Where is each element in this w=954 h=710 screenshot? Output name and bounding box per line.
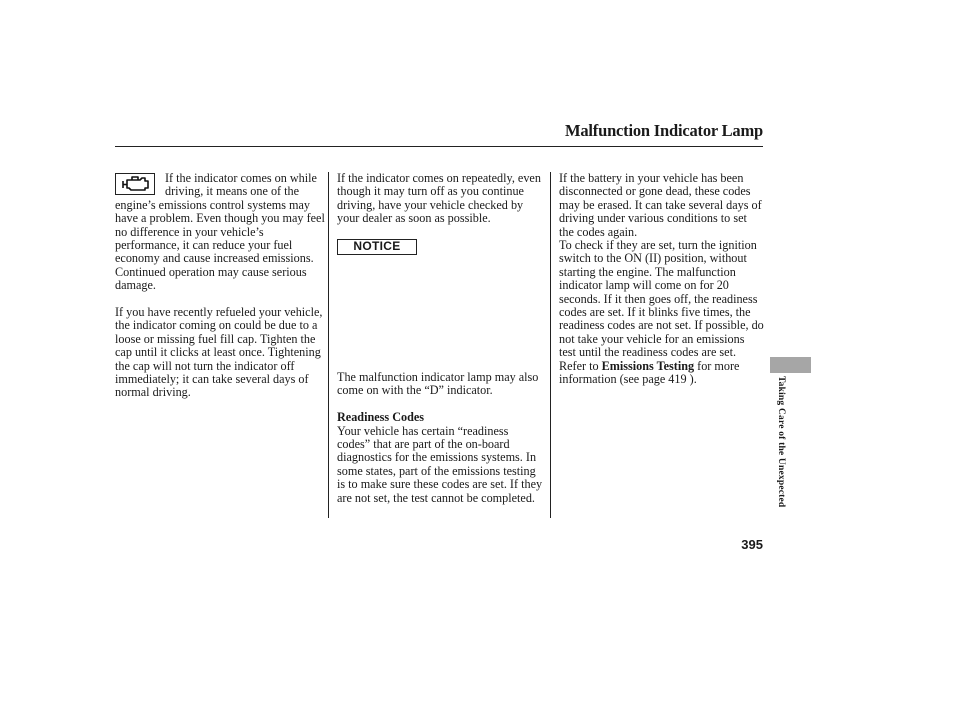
column-3 bbox=[559, 172, 764, 387]
column-1 bbox=[115, 172, 325, 400]
col2-paragraph-3: Your vehicle has certain “readiness codes” that are part of the on-board diagnostics for the emissions systems. In some states, part of the emissions testing is to make sure these codes are set. If they are not set, the test cannot be completed. bbox=[337, 423, 543, 505]
page-number: 395 bbox=[741, 537, 763, 552]
column-2-lower bbox=[337, 371, 543, 505]
readiness-codes-heading: Readiness Codes bbox=[337, 410, 425, 425]
column-divider-2 bbox=[550, 172, 551, 518]
notice-badge: NOTICE bbox=[337, 239, 417, 255]
column-2 bbox=[337, 172, 543, 255]
column-divider-1 bbox=[328, 172, 329, 518]
engine-check-icon bbox=[115, 173, 155, 195]
emissions-testing-link[interactable]: Emissions Testing bbox=[601, 358, 695, 373]
col1-paragraph-2: If you have recently refueled your vehicle, the indicator coming on could be due to a loose or missing fuel fill cap. Tighten the cap until it clicks at least once. Tightening the cap will not turn the indicator off immediately; it can take several days of normal driving. bbox=[115, 305, 323, 400]
col3-paragraph-1: If the battery in your vehicle has been disconnected or gone dead, these codes may be erased. It can take several days of driving under various conditions to set the codes again. bbox=[559, 171, 762, 239]
col3-paragraph-2-end: for more information (see page 419 ). bbox=[559, 358, 740, 387]
page-title: Malfunction Indicator Lamp bbox=[564, 121, 763, 140]
col1-paragraph-1: If the indicator comes on while driving, it means one of the engine’s emissions control systems may have a problem. Even though you may feel no difference in your vehicle’s performance, it can reduce your fuel economy and cause increased emissions. Continued operation may cause serious damage. bbox=[115, 171, 325, 293]
col3-paragraph-2-start: To check if they are set, turn the ignition switch to the ON (II) position, without starting the engine. The malfunction indicator lamp will come on for 20 seconds. If it then goes off, the readiness codes are set. If it blinks five times, the readiness codes are not set. If possible, do not take your vehicle for an emissions test until the readiness codes are set. Refer to bbox=[559, 238, 764, 373]
col3-paragraph-2 bbox=[559, 239, 764, 386]
title-divider bbox=[115, 146, 763, 147]
col2-paragraph-2: The malfunction indicator lamp may also come on with the “D” indicator. bbox=[337, 370, 539, 398]
section-label: Taking Care of the Unexpected bbox=[776, 376, 786, 508]
col2-paragraph-1: If the indicator comes on repeatedly, even though it may turn off as you continue driving, have your vehicle checked by your dealer as soon as possible. bbox=[337, 171, 541, 226]
section-tab bbox=[770, 357, 811, 373]
